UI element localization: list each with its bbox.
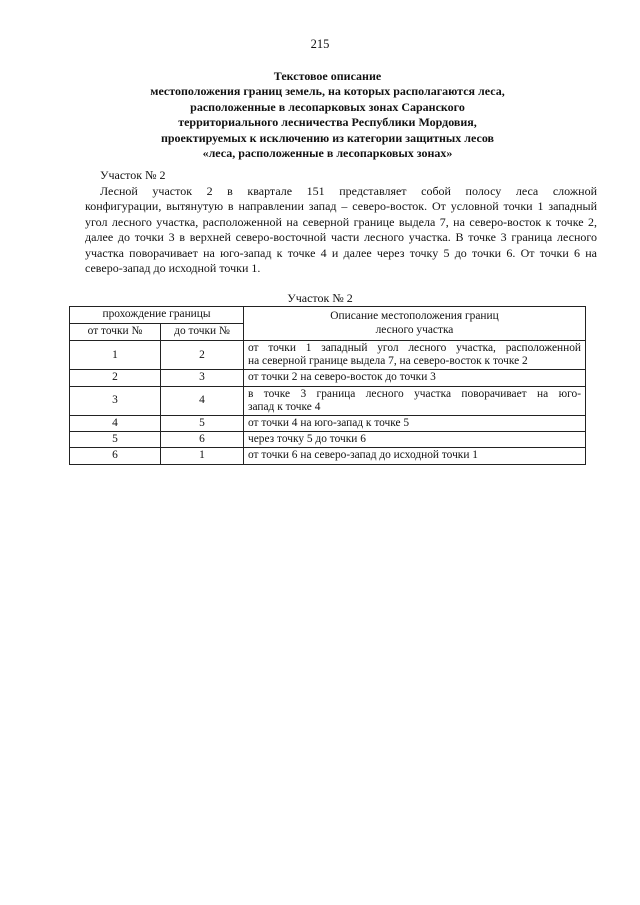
table-header-row — [70, 307, 586, 324]
table-row — [70, 448, 586, 464]
cell-to: 1 — [161, 448, 244, 464]
cell-from: 3 — [70, 386, 161, 415]
document-title — [90, 69, 565, 161]
table-row — [70, 386, 586, 415]
header-from-point: от точки № — [70, 324, 161, 341]
table-row — [70, 370, 586, 386]
description-line: через точку 5 до точки 6 — [248, 433, 366, 446]
cell-description — [244, 416, 586, 432]
table-row — [70, 432, 586, 448]
description-line: на северной границе выдела 7, на северо-восток к точке 2 — [248, 355, 528, 368]
cell-description — [244, 341, 586, 370]
description-line: запад к точке 4 — [248, 400, 321, 413]
cell-description — [244, 432, 586, 448]
paragraph-line: участка поворачивает на юго-запад к точке 4 и далее через точку 5 до точки 6. От точки 6 на — [85, 245, 597, 260]
header-to-point: до точки № — [161, 324, 244, 341]
title-line: «леса, расположенные в лесопарковых зонах» — [202, 146, 453, 161]
description-line: от точки 4 на юго-запад к точке 5 — [248, 417, 410, 430]
paragraph-line: северо-запад до исходной точки 1. — [85, 261, 261, 276]
page-number: 215 — [310, 37, 330, 51]
description-line: в точке 3 граница лесного участка поворачивает на юго- — [248, 387, 581, 400]
table-row — [70, 416, 586, 432]
cell-to: 6 — [161, 432, 244, 448]
paragraph-line: угол лесного участка, расположенной на северной границе выдела 7, на северо-восток к точке 2, — [85, 214, 597, 229]
cell-to: 4 — [161, 386, 244, 415]
description-line: от точки 6 на северо-запад до исходной точки 1 — [248, 449, 478, 462]
cell-description — [244, 370, 586, 386]
cell-from: 5 — [70, 432, 161, 448]
cell-description — [244, 448, 586, 464]
cell-to: 2 — [161, 341, 244, 370]
paragraph-line: Лесной участок 2 в квартале 151 представляет собой полосу леса сложной — [100, 184, 597, 198]
cell-from: 4 — [70, 416, 161, 432]
section-label: Участок № 2 — [100, 168, 166, 182]
description-line: от точки 2 на северо-восток до точки 3 — [248, 371, 436, 384]
description-paragraph — [85, 184, 597, 276]
title-line: расположенные в лесопарковых зонах Саранского — [190, 99, 465, 114]
cell-from: 1 — [70, 341, 161, 370]
header-boundary-passage: прохождение границы — [70, 307, 244, 324]
description-line: от точки 1 западный угол лесного участка, расположенной — [248, 342, 581, 354]
table-caption: Участок № 2 — [287, 291, 353, 305]
title-line: территориального лесничества Республики Мордовия, — [178, 115, 477, 130]
cell-from: 6 — [70, 448, 161, 464]
cell-to: 5 — [161, 416, 244, 432]
cell-from: 2 — [70, 370, 161, 386]
header-description-line: лесного участка — [375, 323, 454, 336]
table-row — [70, 341, 586, 370]
header-description — [244, 307, 586, 341]
paragraph-line: далее до точки 3 в верхней северо-восточной части лесного участка. В точке 3 граница лесного — [85, 230, 597, 245]
title-line: местоположения границ земель, на которых располагаются леса, — [150, 84, 505, 99]
header-description-line: Описание местоположения границ — [330, 310, 499, 323]
boundary-table — [69, 306, 586, 465]
cell-description — [244, 386, 586, 415]
title-line: Текстовое описание — [273, 69, 382, 83]
title-line: проектируемых к исключению из категории защитных лесов — [160, 130, 495, 145]
cell-to: 3 — [161, 370, 244, 386]
paragraph-line: конфигурации, вытянутую в направлении запад – северо-восток. От условной точки 1 западный — [85, 199, 597, 214]
